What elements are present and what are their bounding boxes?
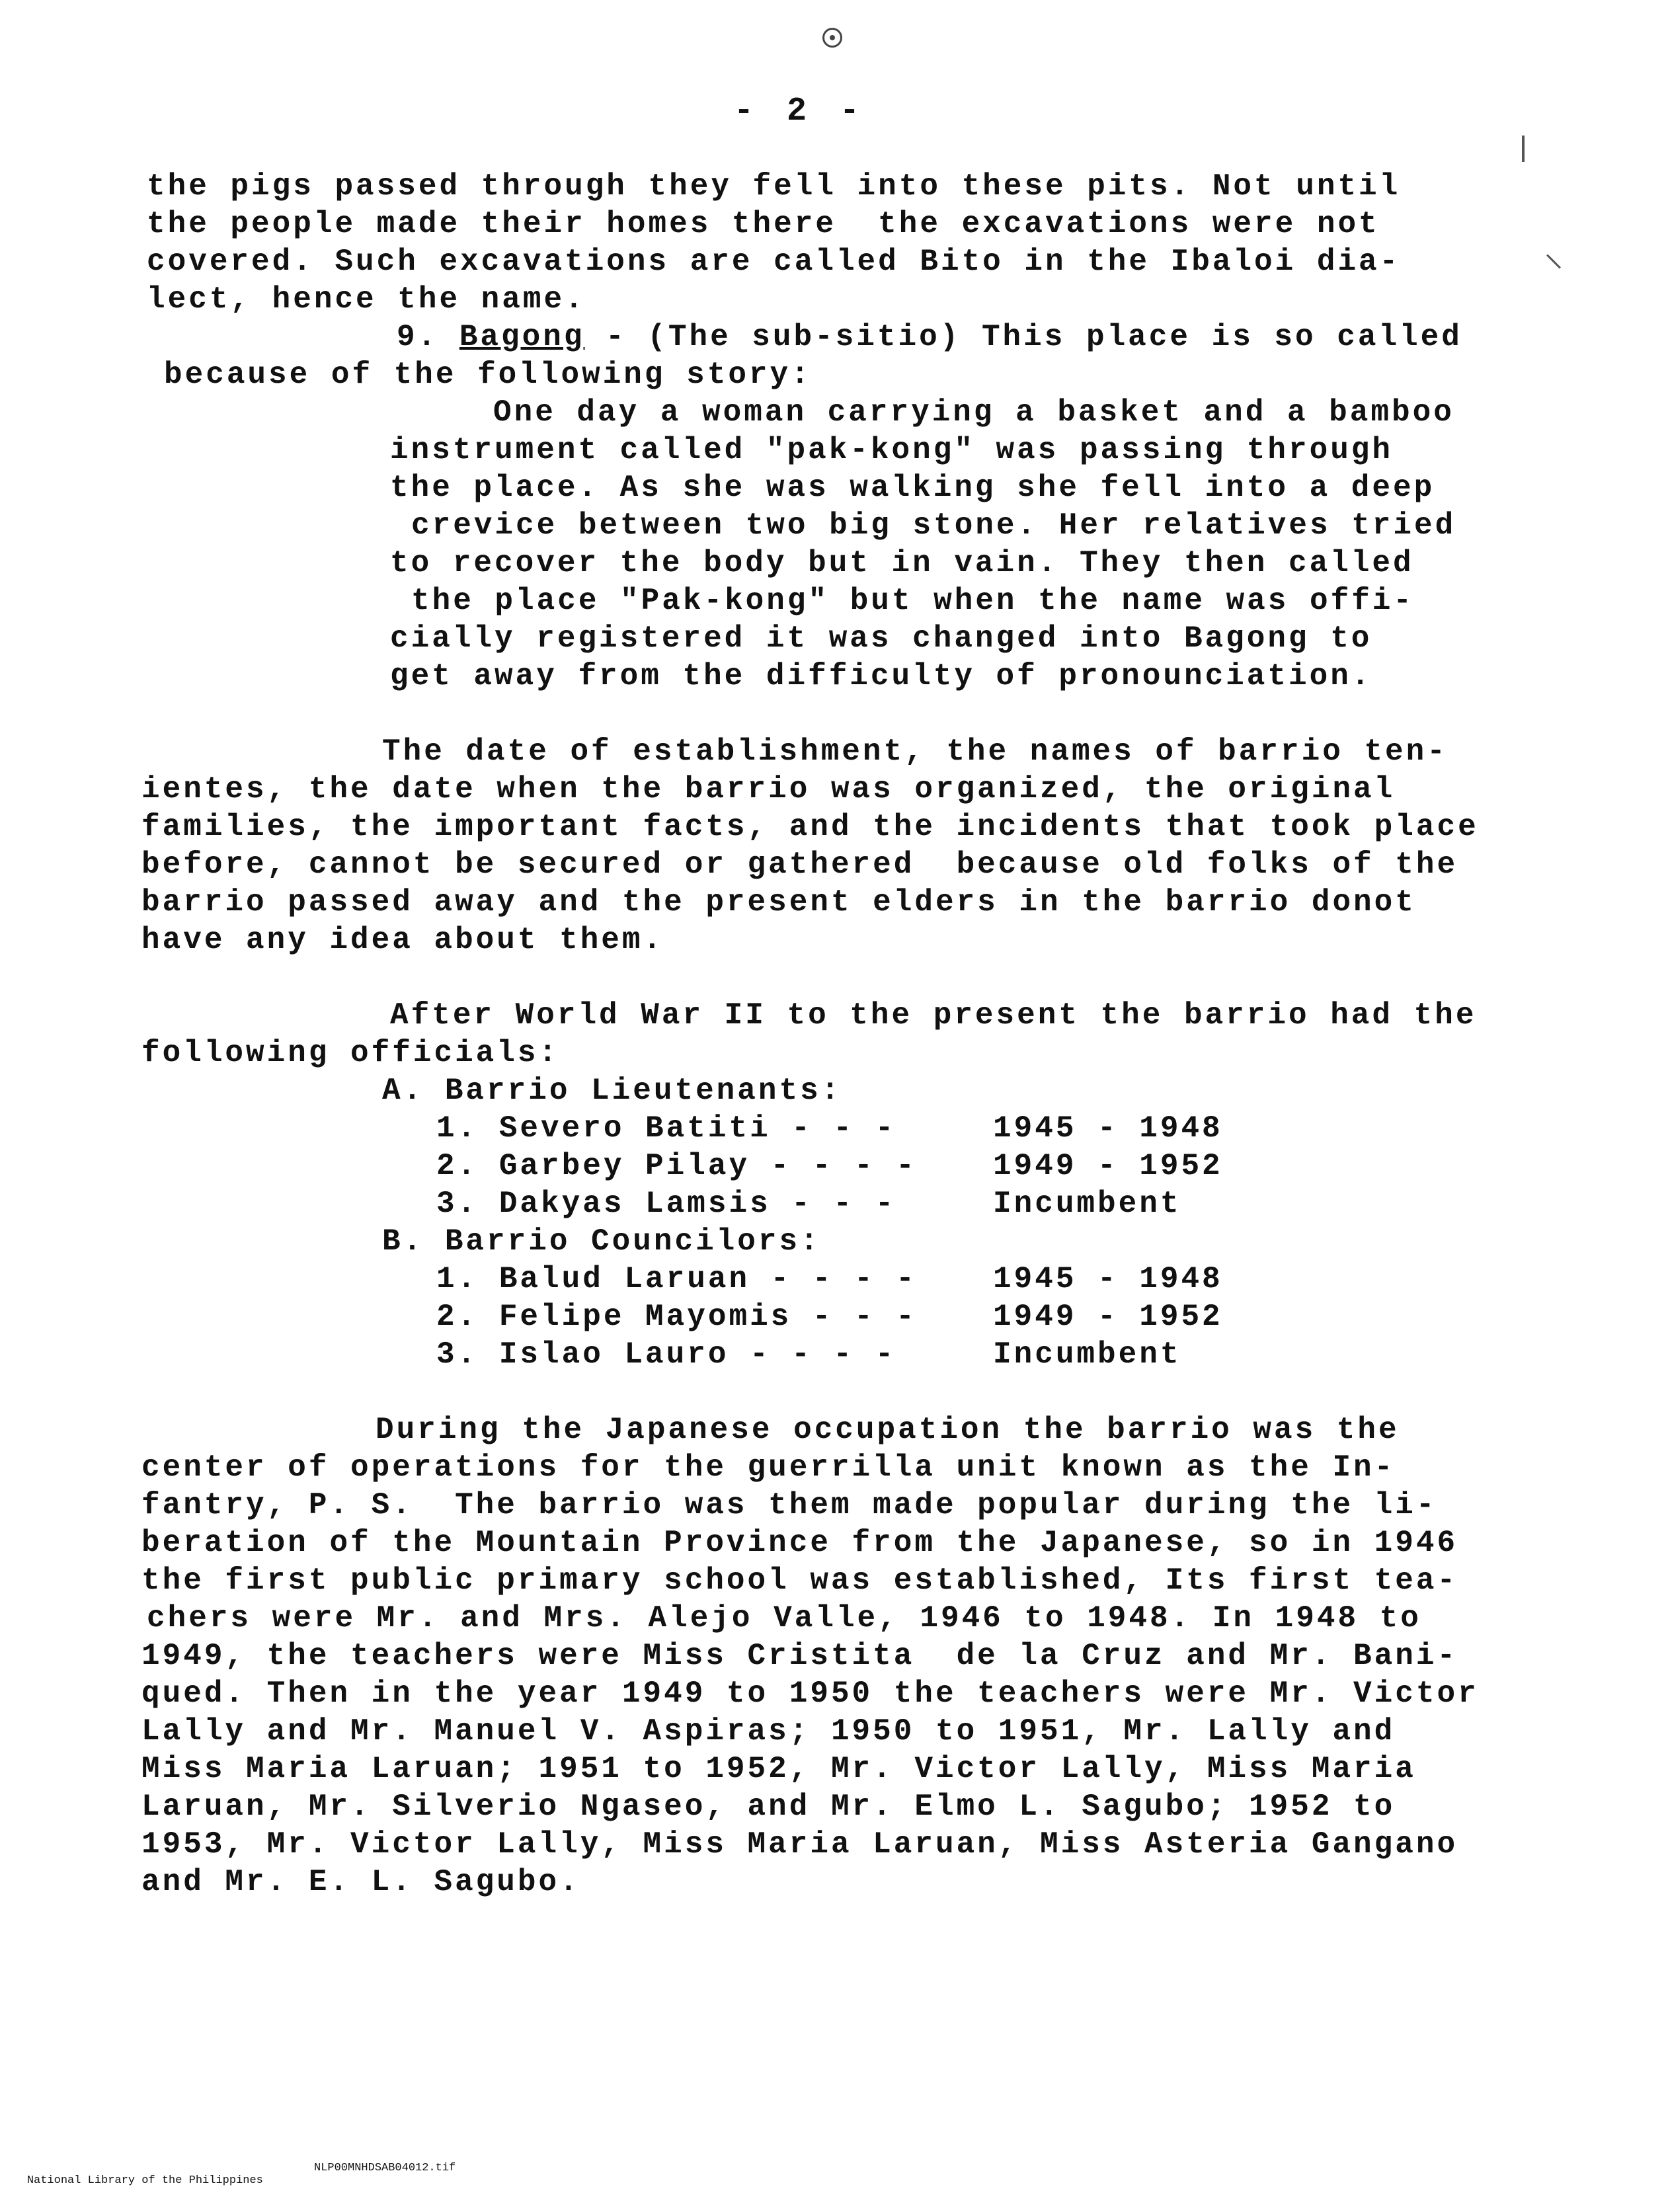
text-line: to recover the body but in vain. They then called [390, 546, 1414, 580]
text-line: During the Japanese occupation the barrio was the [376, 1413, 1400, 1447]
official-name: 2. Felipe Mayomis - - - [436, 1300, 917, 1334]
text-line: 1953, Mr. Victor Lally, Miss Maria Laruan, Miss Asteria Gangano [141, 1827, 1458, 1862]
text-line: the people made their homes there the excavations were not [147, 207, 1380, 241]
text-line: Miss Maria Laruan; 1951 to 1952, Mr. Victor Lally, Miss Maria [141, 1752, 1416, 1786]
official-name: 3. Dakyas Lamsis - - - [436, 1187, 896, 1221]
scan-footer [0, 2162, 456, 2212]
text-line: cially registered it was changed into Bagong to [390, 621, 1372, 656]
text-line: and Mr. E. L. Sagubo. [141, 1865, 580, 1899]
file-name: NLP00MNHDSAB04012.tif [314, 2162, 456, 2174]
official-term: 1949 - 1952 [993, 1300, 1223, 1334]
page-number: - 2 - [734, 93, 867, 130]
official-name: 2. Garbey Pilay - - - - [436, 1149, 917, 1183]
library-credit: National Library of the Philippines [26, 2174, 263, 2187]
text-line: covered. Such excavations are called Bito in the Ibaloi dia- [147, 245, 1401, 279]
text-line: fantry, P. S. The barrio was them made popular during the li- [141, 1488, 1437, 1522]
official-term: 1945 - 1948 [993, 1111, 1223, 1146]
text-line: Lally and Mr. Manuel V. Aspiras; 1950 to 1951, Mr. Lally and [141, 1714, 1396, 1749]
text-line: The date of establishment, the names of barrio ten- [382, 734, 1448, 769]
text-line: because of the following story: [164, 358, 812, 392]
text-line: before, cannot be secured or gathered because old folks of the [141, 848, 1458, 882]
text-line: crevice between two big stone. Her relatives tried [411, 508, 1456, 543]
text-line: have any idea about them. [141, 923, 664, 957]
text-line: barrio passed away and the present elders in the barrio donot [141, 885, 1416, 920]
official-name: 3. Islao Lauro - - - - [436, 1337, 896, 1372]
bagong-name: Bagong [459, 320, 585, 354]
text-line: One day a woman carrying a basket and a bamboo [493, 395, 1454, 430]
councilors-heading: B. Barrio Councilors: [382, 1224, 821, 1259]
text-line: instrument called "pak-kong" was passing through [390, 433, 1394, 467]
text-line: 1949, the teachers were Miss Cristita de la Cruz and Mr. Bani- [141, 1639, 1458, 1673]
margin-stroke [1546, 255, 1561, 269]
official-name: 1. Balud Laruan - - - - [436, 1262, 917, 1296]
margin-mark [1522, 136, 1525, 162]
item-number: 9. [397, 320, 439, 354]
text-line: beration of the Mountain Province from the Japanese, so in 1946 [141, 1526, 1458, 1560]
official-term: 1945 - 1948 [993, 1262, 1223, 1296]
lieutenants-heading: A. Barrio Lieutenants: [382, 1074, 842, 1108]
text-line: the first public primary school was established, Its first tea- [141, 1563, 1458, 1598]
text-line: Laruan, Mr. Silverio Ngaseo, and Mr. Elmo L. Sagubo; 1952 to [141, 1790, 1396, 1824]
official-name: 1. Severo Batiti - - - [436, 1111, 896, 1146]
official-term: Incumbent [993, 1337, 1181, 1372]
official-term: Incumbent [993, 1187, 1181, 1221]
text-line: the pigs passed through they fell into these pits. Not until [147, 169, 1401, 204]
text-line: the place "Pak-kong" but when the name was offi- [411, 584, 1415, 618]
text-line: families, the important facts, and the incidents that took place [141, 810, 1479, 844]
text-line: the place. As she was walking she fell into a deep [390, 471, 1435, 505]
bagong-line [397, 319, 1462, 356]
official-term: 1949 - 1952 [993, 1149, 1223, 1183]
text-line: chers were Mr. and Mrs. Alejo Valle, 1946 to 1948. In 1948 to [147, 1601, 1421, 1636]
text-line: ientes, the date when the barrio was organized, the original [141, 772, 1396, 807]
text-line: lect, hence the name. [147, 282, 586, 317]
library-stamp-icon [822, 28, 842, 48]
text-line: center of operations for the guerrilla unit known as the In- [141, 1450, 1396, 1485]
bagong-desc: - (The sub-sitio) This place is so called [584, 320, 1462, 354]
text-line: following officials: [141, 1036, 560, 1070]
text-line: After World War II to the present the barrio had the [390, 998, 1477, 1033]
text-line: qued. Then in the year 1949 to 1950 the teachers were Mr. Victor [141, 1677, 1479, 1711]
text-line: get away from the difficulty of pronounciation. [390, 659, 1372, 693]
